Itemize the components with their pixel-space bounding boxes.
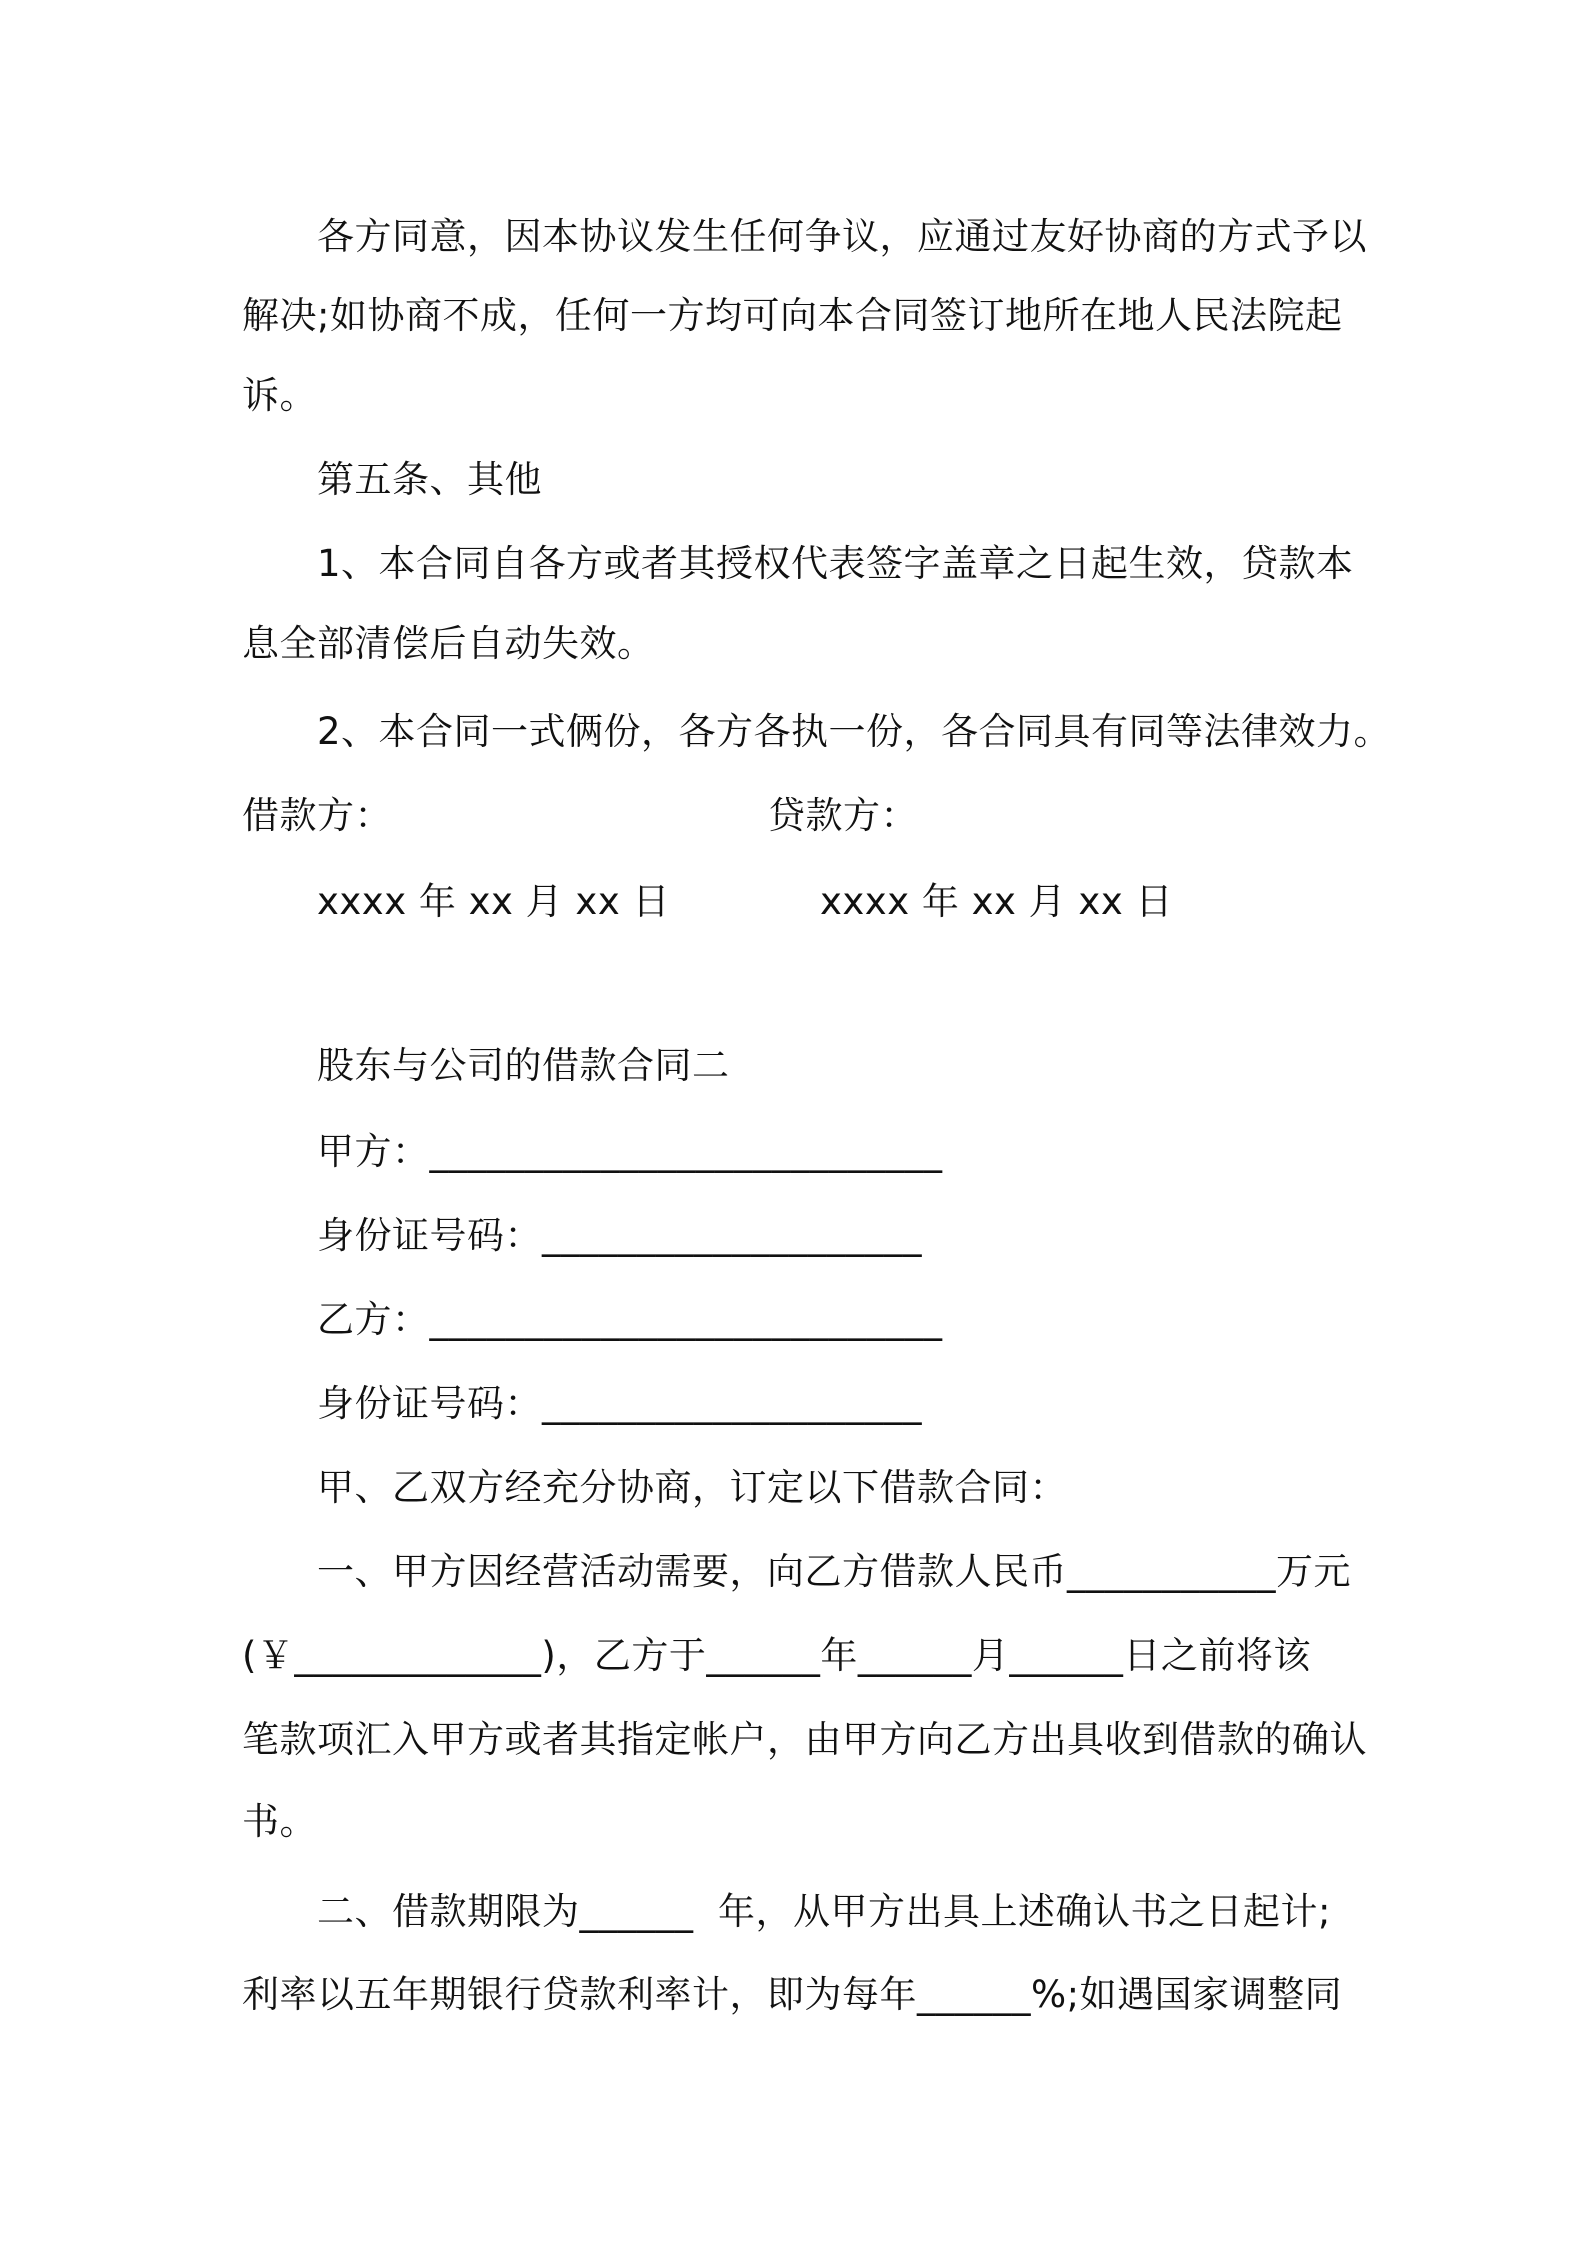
clause-1-line-2: 息全部清偿后自动失效。 [242,622,655,665]
dispute-paragraph-line-1: 各方同意，因本协议发生任何争议，应通过友好协商的方式予以 [317,215,1367,258]
clause-1-line-1: 1、本合同自各方或者其授权代表签字盖章之日起生效，贷款本 [317,542,1354,585]
item-2-line-2: 利率以五年期银行贷款利率计，即为每年______%;如遇国家调整同 [242,1973,1343,2016]
preamble: 甲、乙双方经充分协商，订定以下借款合同： [317,1466,1067,1509]
item-1-line-4: 书。 [242,1800,317,1843]
borrower-label: 借款方： [242,794,392,837]
item-1-line-2: (￥_____________)，乙方于______年______月______日之前将该 [242,1634,1311,1677]
dispute-paragraph-line-2: 解决;如协商不成，任何一方均可向本合同签订地所在地人民法院起 [242,294,1343,337]
lender-date: xxxx 年 xx 月 xx 日 [820,880,1173,923]
lender-label: 贷款方： [768,794,918,837]
party-a-id-field: 身份证号码：____________________ [317,1214,922,1257]
clause-2: 2、本合同一式俩份，各方各执一份，各合同具有同等法律效力。 [317,710,1392,753]
party-b-id-field: 身份证号码：____________________ [317,1382,922,1425]
item-1-line-1: 一、甲方因经营活动需要，向乙方借款人民币___________万元 [317,1550,1351,1593]
item-1-line-3: 笔款项汇入甲方或者其指定帐户，由甲方向乙方出具收到借款的确认 [242,1718,1367,1761]
dispute-paragraph-line-3: 诉。 [242,374,317,417]
borrower-date: xxxx 年 xx 月 xx 日 [317,880,670,923]
article-5-title: 第五条、其他 [317,458,542,501]
party-a-field: 甲方：___________________________ [317,1130,943,1173]
contract-2-title: 股东与公司的借款合同二 [317,1044,730,1087]
item-2-line-1: 二、借款期限为______ 年，从甲方出具上述确认书之日起计; [317,1890,1331,1933]
party-b-field: 乙方：___________________________ [317,1298,943,1341]
